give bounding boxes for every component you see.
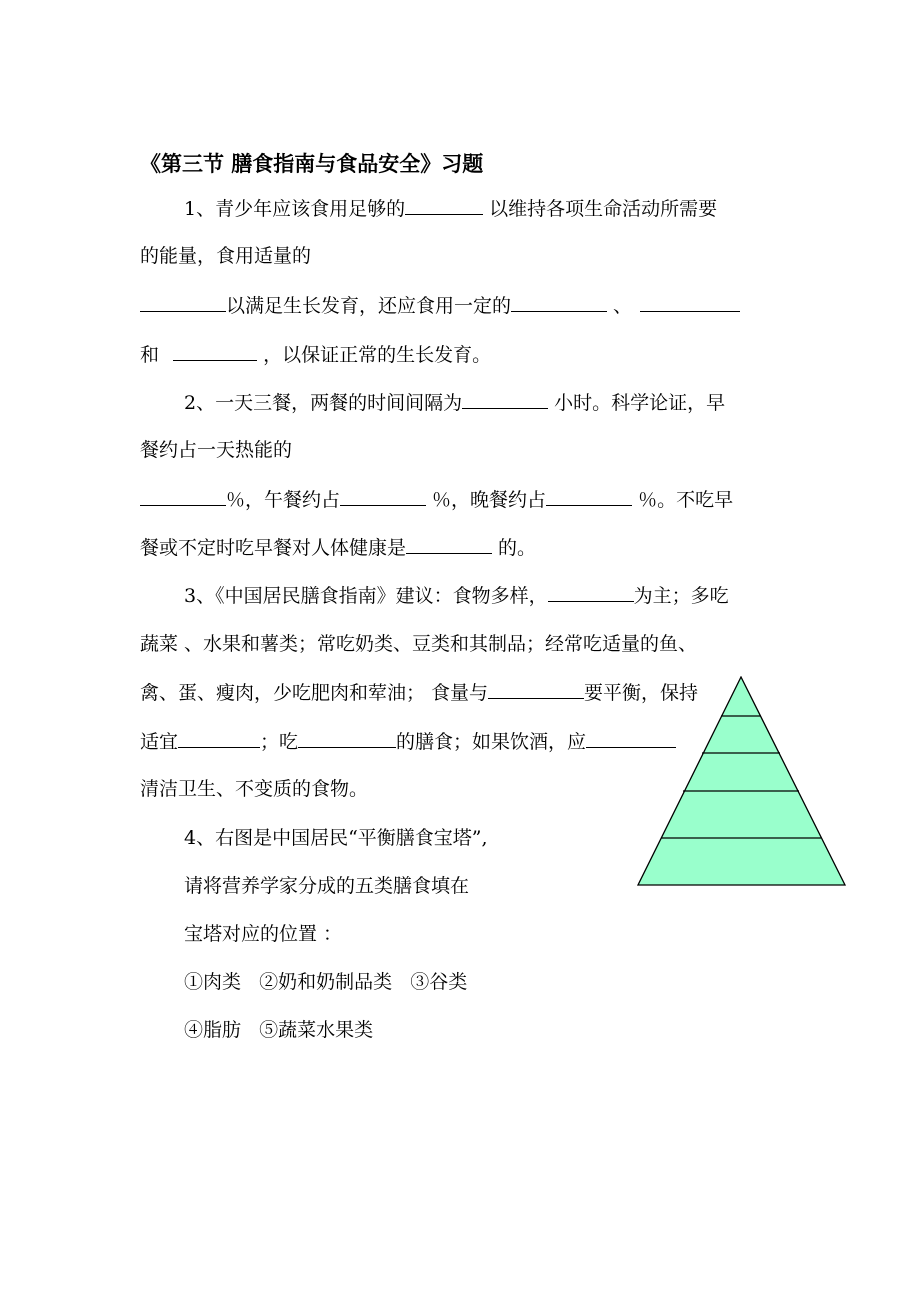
q1-blank-3[interactable]: [511, 293, 607, 312]
q1-text: 以满足生长发育，还应食用一定的: [226, 295, 512, 317]
q1-blank-1[interactable]: [405, 196, 483, 215]
q2-text: 小时。科学论证，早: [548, 392, 726, 414]
q2-blank-3[interactable]: [340, 487, 426, 506]
q2-text: ％，晚餐约占: [426, 489, 547, 511]
q2-line-4: [140, 535, 536, 560]
q2-blank-2[interactable]: [140, 487, 226, 506]
q1-blank-2[interactable]: [140, 293, 226, 312]
q3-blank-3[interactable]: [178, 729, 260, 748]
q1-line-2: 的能量，食用适量的: [140, 245, 312, 267]
food-pyramid: [636, 676, 848, 888]
q3-line-2: 蔬菜 、水果和薯类；常吃奶类、豆类和其制品；经常吃适量的鱼、: [140, 633, 698, 655]
q1-text: 和: [140, 344, 166, 366]
q2-blank-1[interactable]: [462, 390, 548, 409]
page-title: 《第三节 膳食指南与食品安全》习题: [140, 151, 484, 176]
q2-blank-4[interactable]: [546, 487, 632, 506]
q1-blank-4[interactable]: [640, 293, 740, 312]
q3-text: 的膳食；如果饮酒，应: [396, 731, 587, 753]
q3-text: ；吃: [260, 731, 299, 753]
q4-options-2: ④脂肪 ⑤蔬菜水果类: [184, 1019, 374, 1041]
q1-line-4: [140, 342, 491, 367]
q3-text: 3、《中国居民膳食指南》建议：食物多样，: [184, 585, 548, 607]
q2-line-3: [140, 487, 733, 512]
q2-line-1: [184, 390, 725, 415]
q4-options-1: ①肉类 ②奶和奶制品类 ③谷类: [184, 971, 468, 993]
pyramid-shape: [638, 677, 845, 885]
q3-line-5: 清洁卫生、不变质的食物。: [140, 778, 369, 800]
q2-text: ％。不吃早: [632, 489, 734, 511]
q1-text: 以维持各项生命活动所需要: [483, 198, 718, 220]
q4-line-3: 宝塔对应的位置 ：: [184, 923, 343, 945]
q4-line-2: 请将营养学家分成的五类膳食填在: [184, 875, 470, 897]
q3-text: 要平衡，保持: [584, 682, 699, 704]
q1-line-3: [140, 293, 740, 318]
q2-text: ％，午餐约占: [226, 489, 341, 511]
q3-text: 适宜: [140, 731, 179, 753]
q2-blank-5[interactable]: [406, 535, 492, 554]
q3-text: 禽、蛋、瘦肉，少吃肥肉和荤油； 食量与: [140, 682, 489, 704]
q2-text: 的。: [492, 537, 537, 559]
q2-text: 2、一天三餐，两餐的时间间隔为: [184, 392, 463, 414]
q4-line-1: 4、右图是中国居民“平衡膳食宝塔”,: [184, 827, 488, 849]
q3-blank-1[interactable]: [548, 583, 634, 602]
q1-text: 、: [607, 295, 633, 317]
q2-line-2: 餐约占一天热能的: [140, 439, 293, 461]
q2-text: 餐或不定时吃早餐对人体健康是: [140, 537, 407, 559]
q1-line-1: [184, 196, 717, 221]
q3-text: 为主；多吃: [633, 585, 729, 607]
q3-line-1: [184, 583, 729, 608]
q1-text: 1、青少年应该食用足够的: [184, 198, 406, 220]
q3-line-3: [140, 680, 698, 705]
q1-text: ，以保证正常的生长发育。: [257, 344, 492, 366]
q3-blank-2[interactable]: [488, 680, 584, 699]
q3-line-4: [140, 729, 676, 754]
q3-blank-4[interactable]: [298, 729, 396, 748]
q1-blank-5[interactable]: [173, 342, 257, 361]
